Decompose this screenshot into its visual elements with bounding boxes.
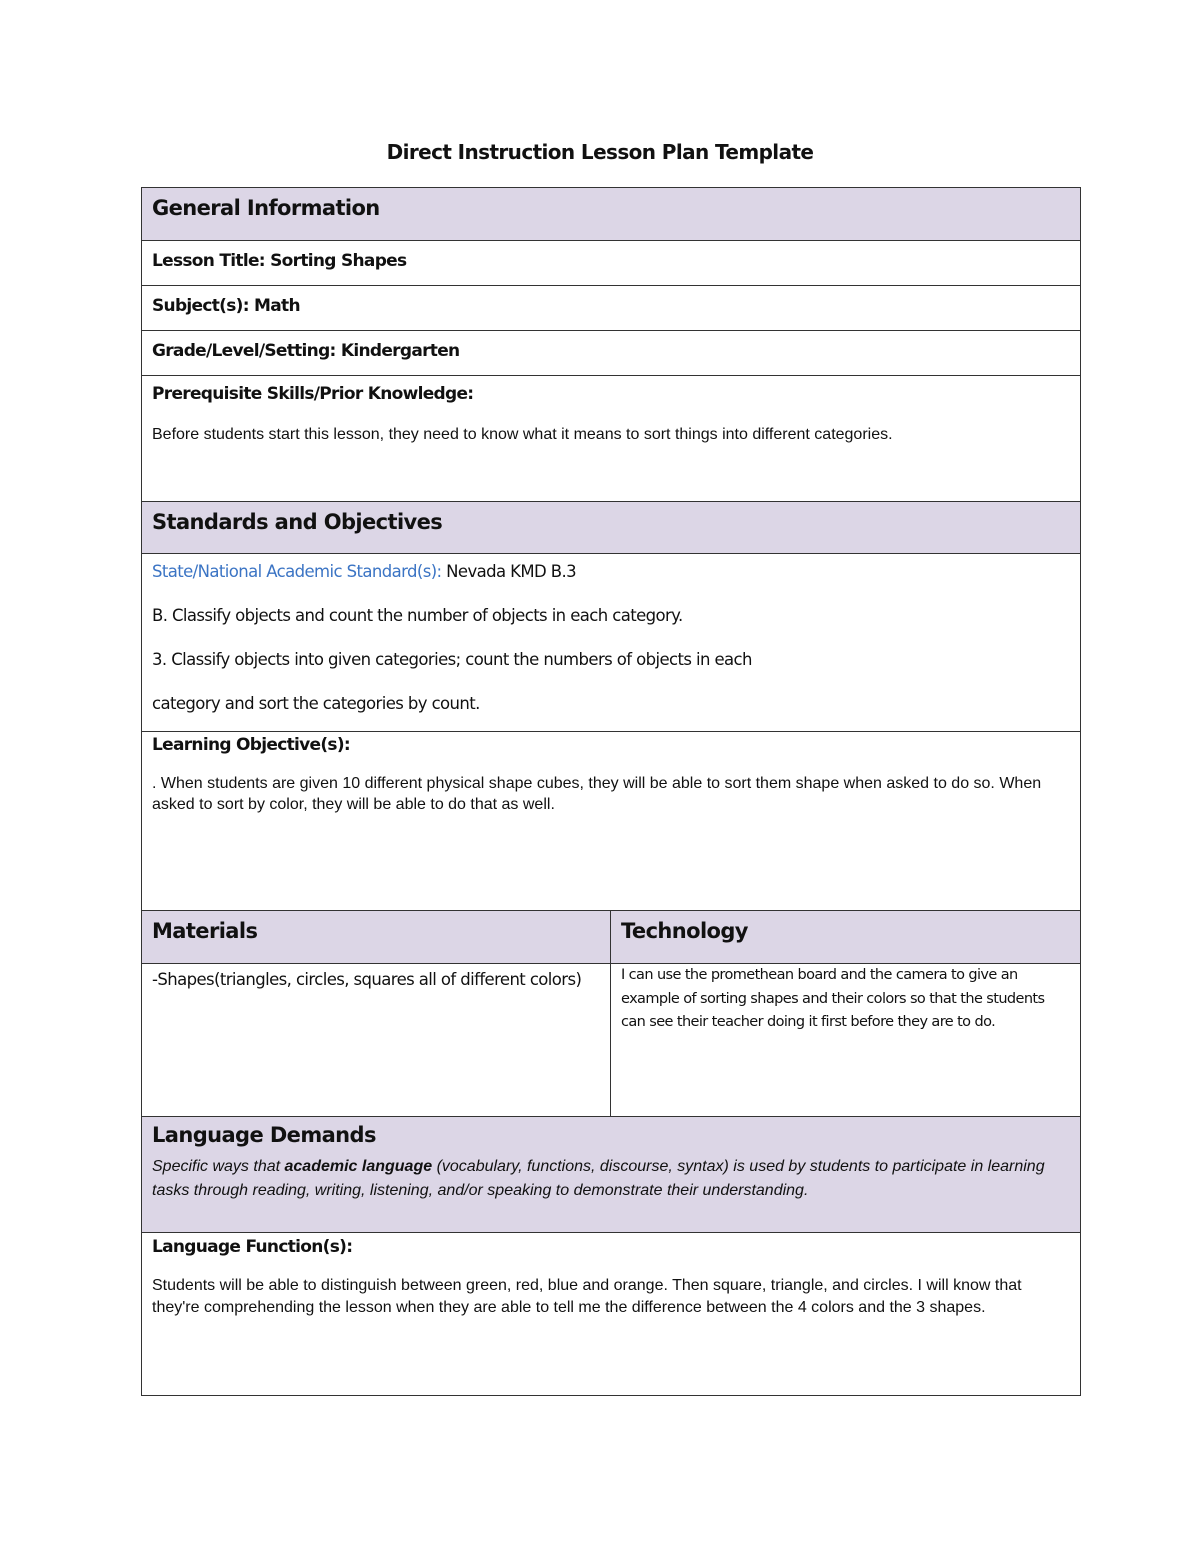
grade-level-setting: Grade/Level/Setting: Kindergarten xyxy=(152,341,460,361)
language-function-label: Language Function(s): xyxy=(152,1237,353,1257)
subjects-row xyxy=(142,286,1080,331)
lesson-plan-table xyxy=(141,187,1081,1396)
materials-header xyxy=(142,911,611,963)
standards-row xyxy=(142,554,1080,732)
learning-objective-row xyxy=(142,732,1080,911)
grade-row xyxy=(142,331,1080,376)
materials-technology-header xyxy=(142,911,1080,964)
learning-objective-text: . When students are given 10 different physical shape cubes, they will be able to sort them shape when asked to do so. When asked to sort by color, they will be able to do that as well. xyxy=(152,775,1042,813)
materials-text: -Shapes(triangles, circles, squares all of different colors) xyxy=(152,970,582,989)
prerequisite-row xyxy=(142,376,1080,502)
description-bold-text: academic language xyxy=(284,1158,433,1175)
language-demands-header xyxy=(142,1117,1080,1233)
language-demands-description xyxy=(152,1155,1070,1203)
document-title: Direct Instruction Lesson Plan Template xyxy=(386,140,814,164)
language-function-text: Students will be able to distinguish between green, red, blue and orange. Then square, triangle, and circles. I will know that they're comprehending the lesson when they are able to tell me the difference between the 4 colors and the 3 shapes. xyxy=(152,1277,1022,1316)
prerequisite-label: Prerequisite Skills/Prior Knowledge: xyxy=(152,384,474,404)
standard-value: Nevada KMD B.3 xyxy=(441,562,577,581)
materials-technology-row xyxy=(142,964,1080,1117)
language-function-row xyxy=(142,1233,1080,1395)
lesson-title: Lesson Title: Sorting Shapes xyxy=(152,251,407,271)
technology-header xyxy=(611,911,1080,963)
standard-line xyxy=(152,558,1070,586)
technology-text: I can use the promethean board and the camera to give an example of sorting shapes and their colors so that the students can see their teacher doing it first before they are to do. xyxy=(621,967,1045,1030)
standards-header xyxy=(142,502,1080,554)
description-text: (vocabulary, functions, discourse, syntax) is used by students to participate in learning tasks through reading, writing, listening, and/or speaking to demonstrate their understanding. xyxy=(152,1158,1045,1199)
learning-objective-label: Learning Objective(s): xyxy=(152,735,351,755)
section-title: Materials xyxy=(152,919,258,943)
prerequisite-text: Before students start this lesson, they need to know what it means to sort things into different categories. xyxy=(152,426,893,443)
section-title: Technology xyxy=(621,919,748,943)
standard-line-b: B. Classify objects and count the number of objects in each category. xyxy=(152,606,683,625)
section-title: General Information xyxy=(152,196,380,220)
standard-line-3a: 3. Classify objects into given categories; count the numbers of objects in each xyxy=(152,650,752,669)
materials-cell xyxy=(142,964,611,1116)
standard-line-3b: category and sort the categories by count. xyxy=(152,694,480,713)
subjects: Subject(s): Math xyxy=(152,296,300,316)
standard-label: State/National Academic Standard(s): xyxy=(152,562,442,581)
general-information-header xyxy=(142,188,1080,241)
lesson-title-row xyxy=(142,241,1080,286)
section-title: Standards and Objectives xyxy=(152,510,443,534)
section-title: Language Demands xyxy=(152,1123,376,1147)
technology-cell xyxy=(611,964,1080,1116)
description-text: Specific ways that xyxy=(152,1158,285,1175)
